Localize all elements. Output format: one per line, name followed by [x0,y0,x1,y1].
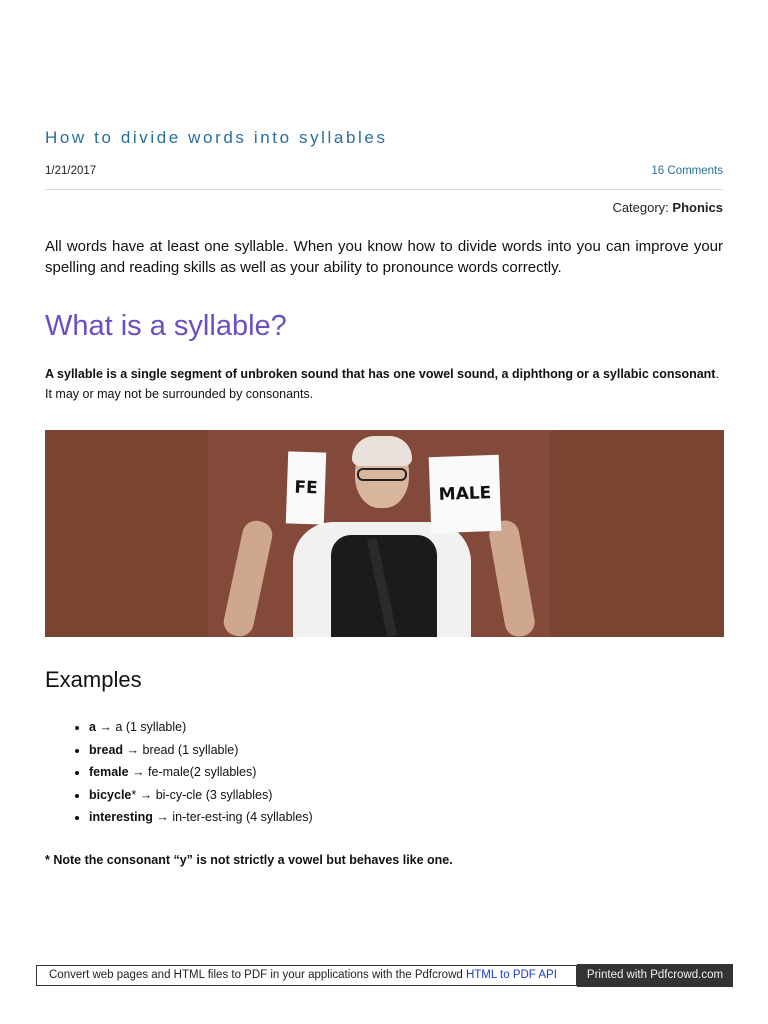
sign-right: MALE [429,455,502,533]
example-word: a [89,720,96,734]
banner-image [45,430,724,637]
list-item [89,806,313,829]
list-item [89,739,313,762]
example-division: → bread (1 syllable) [123,742,239,757]
pdfcrowd-footer [36,965,577,986]
printed-with-badge[interactable]: Printed with Pdfcrowd.com [577,964,733,987]
example-division: * → bi-cy-cle (3 syllables) [131,787,273,802]
post-title[interactable]: How to divide words into syllables [45,128,388,147]
consonant-note: * Note the consonant “y” is not strictly a vowel but behaves like one. [45,853,453,867]
example-word: interesting [89,810,153,825]
example-division: → in-ter-est-ing (4 syllables) [152,810,313,825]
hair-shape [352,436,412,466]
post-category [612,200,723,215]
sign-left: FE [286,451,326,524]
example-division: → fe-male(2 syllables) [128,765,257,780]
definition-bold: A syllable is a single segment of unbroken sound that has one vowel sound, a diphthong or a syllabic consonant [45,367,716,381]
list-item [89,761,313,784]
examples-heading: Examples [45,667,142,692]
footer-text: Convert web pages and HTML files to PDF in your applications with the Pdfcrowd [49,969,466,981]
example-division: → a (1 syllable) [95,720,187,734]
syllable-heading: What is a syllable? [45,310,287,342]
glasses-shape [357,468,407,481]
post-meta [45,165,723,190]
list-item [89,716,313,739]
html-to-pdf-link[interactable]: HTML to PDF API [465,969,557,981]
comments-link[interactable]: 16 Comments [651,165,723,177]
post-date: 1/21/2017 [45,165,97,177]
intro-paragraph: All words have at least one syllable. When you know how to divide words into you can improve your spelling and reading skills as well as your ability to pronounce words correctly. [45,238,723,276]
example-word: bread [89,742,124,757]
category-label: Category: [612,200,673,215]
example-word: bicycle [89,787,132,802]
examples-list [45,716,313,829]
syllable-definition [45,364,723,404]
example-word: female [89,765,129,780]
list-item [89,784,313,807]
definition-rest: . It may or may not be surrounded by consonants. [45,367,719,401]
category-value[interactable]: Phonics [672,200,723,215]
